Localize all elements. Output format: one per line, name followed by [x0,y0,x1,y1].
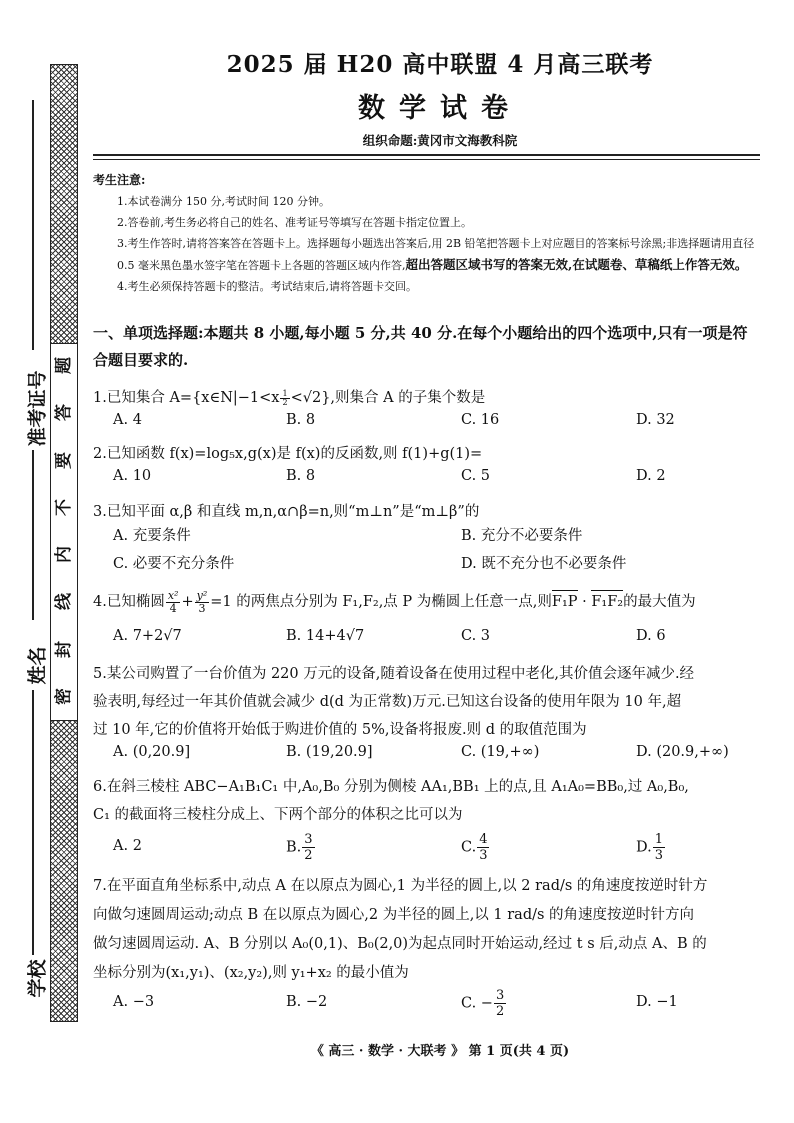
seal-line-box [50,342,78,720]
q2-option-b[interactable]: B. 8 [286,468,316,484]
q6-option-a[interactable]: A. 2 [113,838,142,854]
frac-numerator: x² [167,588,179,602]
question-4-stem [93,588,773,616]
question-3-stem: 3.已知平面 α,β 和直线 m,n,α∩β=n,则“m⊥n”是“m⊥β”的 [93,504,480,520]
school-fill-line [32,690,34,955]
question-3-options-row2 [113,552,773,580]
q7-line: 做匀速圆周运动. A、B 分别以 A₀(0,1)、B₀(2,0)为起点同时开始运动,经过 t s 后,动点 A、B 的 [93,936,707,952]
q7-option-d[interactable]: D. −1 [636,994,678,1010]
q6-b-fraction [302,832,314,863]
q1-exponent [280,390,289,407]
question-5-stem [93,660,773,744]
q2-option-c[interactable]: C. 5 [461,468,491,484]
note-item [93,233,773,276]
page-footer: 《 高三 · 数学 · 大联考 》 第 1 页(共 4 页) [310,1044,570,1059]
question-7-stem [93,872,773,988]
q6-option-d[interactable] [636,832,666,863]
q4-vector-2: F₁F₂ [591,588,623,616]
option-label: C. [461,839,477,856]
q4-fraction-y [195,590,210,615]
q4-stem-part: =1 的两焦点分别为 F₁,F₂,点 P 为椭圆上任意一点,则 [210,594,552,610]
seal-char: 内 [53,546,74,564]
q6-line: 6.在斜三棱柱 ABC−A₁B₁C₁ 中,A₀,B₀ 分别为侧棱 AA₁,BB₁ 上的点,且 A₁A₀=BB₀,过 A₀,B₀, [93,779,689,795]
frac-denominator: 3 [198,601,206,615]
section-line: 合题目要求的. [93,351,189,369]
question-1-options [113,412,773,440]
binding-hatch-top [50,64,78,344]
q1-option-c[interactable]: C. 16 [461,412,500,428]
name-label: 姓名 [26,646,49,685]
q1-option-d[interactable]: D. 32 [636,412,675,428]
frac-denominator: 3 [654,848,663,863]
seal-char: 要 [53,451,74,469]
seal-char: 封 [53,640,74,658]
exam-notes [93,170,773,297]
q7-option-a[interactable]: A. −3 [113,994,155,1010]
option-label: B. [286,839,302,856]
q4-dot: · [577,594,592,610]
q1-option-b[interactable]: B. 8 [286,412,316,428]
frac-numerator: 3 [304,832,313,847]
note-emphasis: 超出答题区域书写的答案无效,在试题卷、草稿纸上作答无效。 [405,257,748,272]
q5-option-c[interactable]: C. (19,+∞) [461,744,540,760]
q4-plus: + [181,594,194,610]
notes-heading: 考生注意: [93,173,146,187]
note-item: 2.答卷前,考生务必将自己的姓名、准考证号等填写在答题卡指定位置上。 [117,216,472,229]
seal-char: 题 [53,357,74,375]
q5-option-b[interactable]: B. (19,20.9] [286,744,373,760]
q4-option-d[interactable]: D. 6 [636,628,666,644]
q2-option-d[interactable]: D. 2 [636,468,666,484]
seal-char: 线 [53,593,74,611]
q6-option-c[interactable] [461,832,490,863]
option-label: D. [636,839,652,856]
frac-denominator: 2 [495,1004,505,1019]
q5-line: 过 10 年,它的价值将开始低于购进价值的 5%,设备将报废.则 d 的取值范围为 [93,722,587,738]
question-1-stem [93,384,773,412]
q1-stem-part: <√2},则集合 A 的子集个数是 [290,390,486,406]
q4-stem-part: 的最大值为 [623,594,696,610]
q7-line: 7.在平面直角坐标系中,动点 A 在以原点为圆心,1 为半径的圆上,以 2 rad/s 的角速度按逆时针方 [93,878,708,894]
binding-hatch-bottom [50,720,78,1022]
q4-option-a[interactable]: A. 7+2√7 [113,628,182,644]
q4-stem-part: 4.已知椭圆 [93,594,165,610]
q5-option-d[interactable]: D. (20.9,+∞) [636,744,729,760]
name-fill-line [32,450,34,620]
q3-option-c[interactable]: C. 必要不充分条件 [113,556,235,572]
note-text: 3.考生作答时,请将答案答在答题卡上。选择题每小题选出答案后,用 2B 铅笔把答题卡上对应题目的答案标号涂黑;非选择题请用直径 0.5 毫米黑色墨水签字笔在答题卡上各题的答题区域内作答, [117,237,755,272]
q4-option-b[interactable]: B. 14+4√7 [286,628,365,644]
exp-numerator: 1 [282,389,288,399]
q5-line: 验表明,每经过一年其价值就会减少 d(d 为正常数)万元.已知这台设备的使用年限为 10 年,超 [93,694,682,710]
section-line: 一、单项选择题:本题共 8 小题,每小题 5 分,共 40 分.在每个小题给出的四个选项中,只有一项是符 [93,324,748,342]
frac-numerator: 1 [654,832,663,847]
q6-option-b[interactable] [286,832,316,863]
option-label: C. − [461,995,493,1012]
exam-title: 2025 届 H20 高中联盟 4 月高三联考 [226,51,654,78]
seal-char: 答 [53,404,74,422]
note-item: 1.本试卷满分 150 分,考试时间 120 分钟。 [117,195,330,208]
frac-denominator: 3 [479,848,488,863]
q1-option-a[interactable]: A. 4 [113,412,142,428]
question-2-options [113,468,773,496]
question-6-stem [93,773,773,829]
header-rule [93,154,760,156]
q3-option-b[interactable]: B. 充分不必要条件 [461,528,583,544]
question-7-options [113,988,773,1034]
question-3-options-row1 [113,524,773,552]
question-4-options [113,628,773,656]
school-label: 学校 [26,959,49,998]
q5-option-a[interactable]: A. (0,20.9] [113,744,191,760]
q6-line: C₁ 的截面将三棱柱分成上、下两个部分的体积之比可以为 [93,807,463,823]
q7-line: 坐标分别为(x₁,y₁)、(x₂,y₂),则 y₁+x₂ 的最小值为 [93,965,409,981]
q6-d-fraction [653,832,665,863]
frac-numerator: 4 [479,832,488,847]
q4-vector-1: F₁P [552,588,578,616]
question-5-options [113,744,773,772]
exp-denominator: 2 [282,398,288,408]
exam-no-fill-line [32,100,34,350]
q6-c-fraction [477,832,489,863]
q7-option-b[interactable]: B. −2 [286,994,328,1010]
q3-option-a[interactable]: A. 充要条件 [113,528,191,544]
q7-c-fraction [494,988,506,1019]
note-item: 4.考生必须保持答题卡的整洁。考试结束后,请将答题卡交回。 [117,280,417,293]
exam-no-label: 准考证号 [26,370,49,447]
q7-option-c[interactable] [461,988,507,1019]
section-heading [93,320,773,374]
frac-denominator: 4 [169,601,177,615]
organizer: 组织命题:黄冈市文海教科院 [362,133,518,148]
q5-line: 5.某公司购置了一台价值为 220 万元的设备,随着设备在使用过程中老化,其价值会逐年减少.经 [93,666,695,682]
frac-numerator: y² [196,588,208,602]
q4-option-c[interactable]: C. 3 [461,628,491,644]
q2-option-a[interactable]: A. 10 [113,468,152,484]
seal-char: 不 [53,498,74,516]
q3-option-d[interactable]: D. 既不充分也不必要条件 [461,556,627,572]
q7-line: 向做匀速圆周运动;动点 B 在以原点为圆心,2 为半径的圆上,以 1 rad/s 的角速度按逆时针方向 [93,907,695,923]
question-2-stem: 2.已知函数 f(x)=log₅x,g(x)是 f(x)的反函数,则 f(1)+g(1)= [93,446,483,462]
subject-title: 数学试卷 [358,93,522,124]
frac-denominator: 2 [304,848,313,863]
header-rule-thin [93,159,760,160]
q4-fraction-x [166,590,181,615]
frac-numerator: 3 [495,988,505,1003]
seal-char: 密 [53,687,74,705]
q1-stem-part: 1.已知集合 A={x∈N|−1<x [93,390,280,406]
